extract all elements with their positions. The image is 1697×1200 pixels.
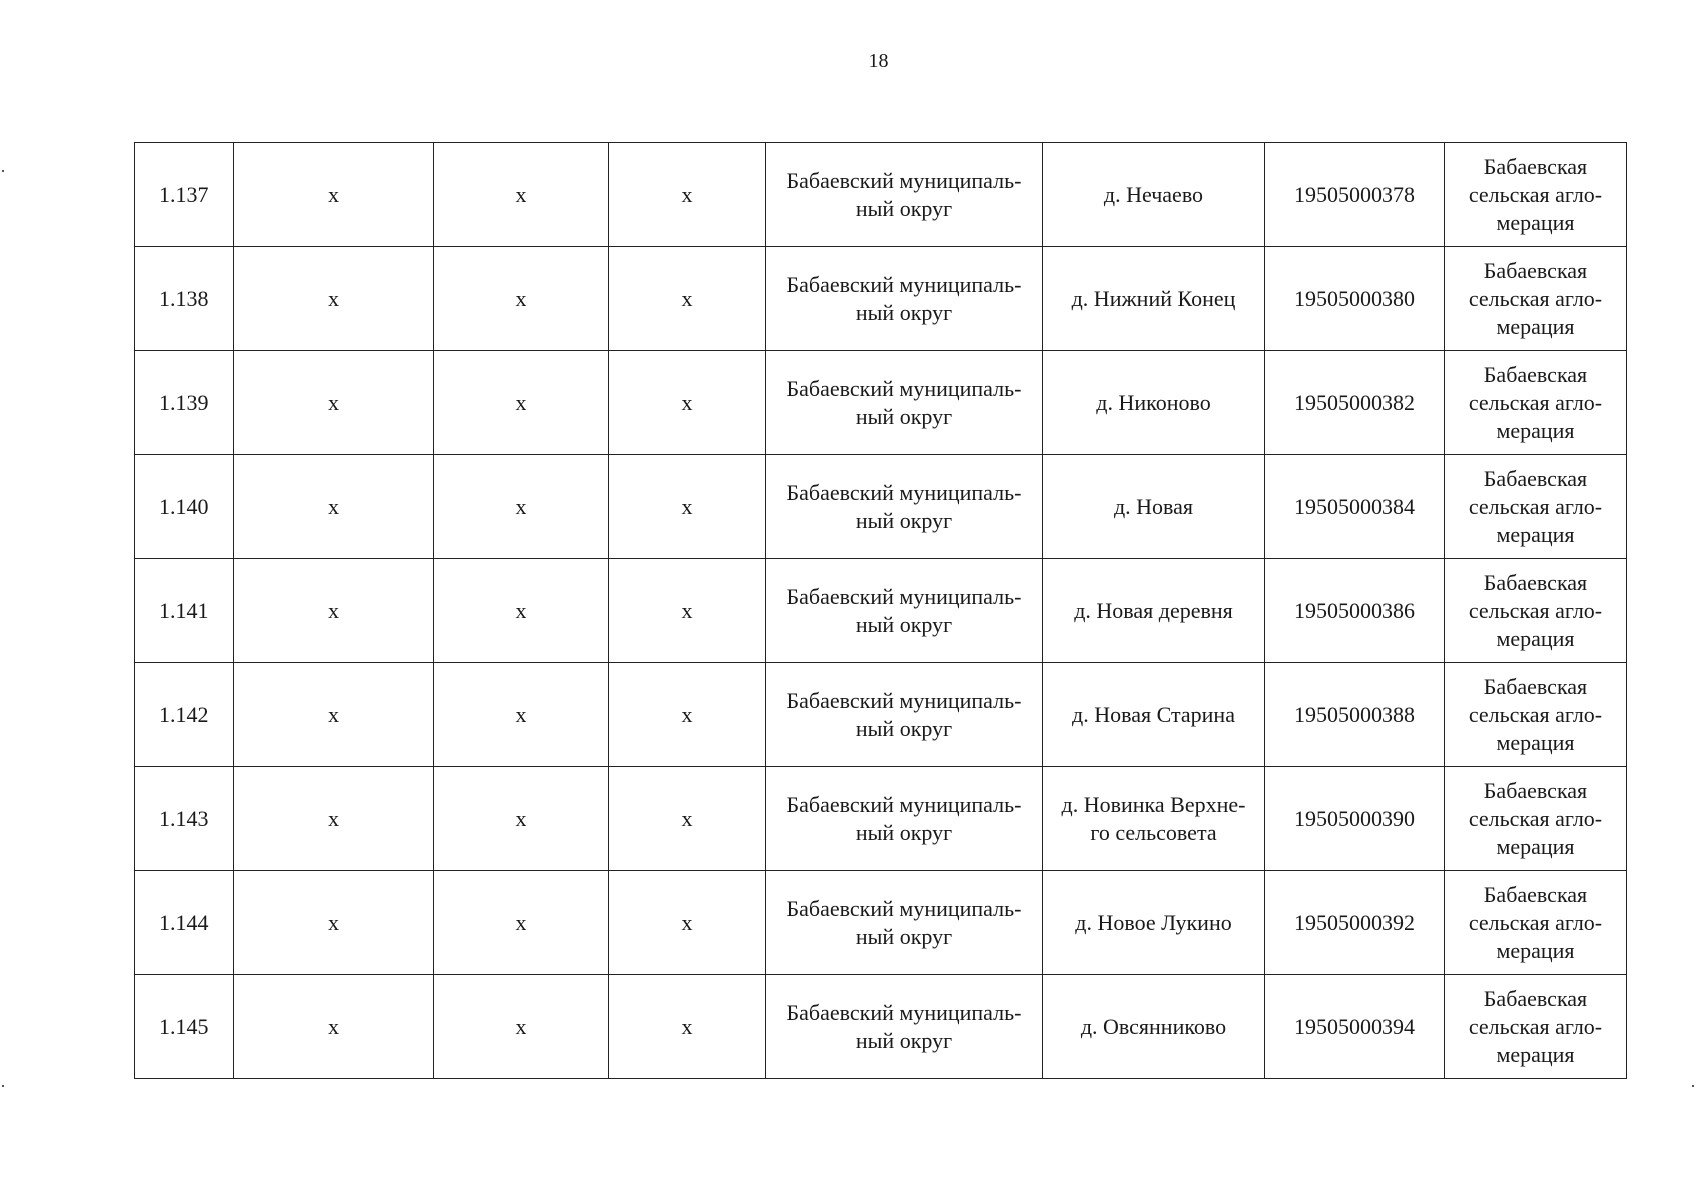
cell-x-col3: х xyxy=(434,663,609,767)
cell-x-col2: х xyxy=(234,455,434,559)
agglomeration-cell: Бабаевская сельская агло- мерация xyxy=(1445,143,1627,247)
cell-x-col3: х xyxy=(434,455,609,559)
agglomeration-cell: Бабаевская сельская агло- мерация xyxy=(1445,455,1627,559)
table-row xyxy=(135,767,1627,871)
settlement-cell: д. Новая Старина xyxy=(1043,663,1265,767)
settlements-table xyxy=(134,142,1627,1079)
settlement-cell: д. Никоново xyxy=(1043,351,1265,455)
row-number-cell: 1.138 xyxy=(135,247,234,351)
table-body xyxy=(135,143,1627,1079)
settlement-cell: д. Нижний Конец xyxy=(1043,247,1265,351)
table-row xyxy=(135,143,1627,247)
agglomeration-cell: Бабаевская сельская агло- мерация xyxy=(1445,247,1627,351)
cell-x-col2: х xyxy=(234,975,434,1079)
settlement-cell: д. Новое Лукино xyxy=(1043,871,1265,975)
cell-x-col2: х xyxy=(234,663,434,767)
cell-x-col4: х xyxy=(609,455,766,559)
table-row xyxy=(135,975,1627,1079)
cell-x-col2: х xyxy=(234,871,434,975)
agglomeration-cell: Бабаевская сельская агло- мерация xyxy=(1445,559,1627,663)
oktmo-code-cell: 19505000386 xyxy=(1265,559,1445,663)
district-cell: Бабаевский муниципаль- ный округ xyxy=(766,247,1043,351)
cell-x-col4: х xyxy=(609,767,766,871)
row-number-cell: 1.143 xyxy=(135,767,234,871)
cell-x-col4: х xyxy=(609,975,766,1079)
district-cell: Бабаевский муниципаль- ный округ xyxy=(766,143,1043,247)
cell-x-col2: х xyxy=(234,247,434,351)
page-number: 18 xyxy=(868,50,889,72)
cell-x-col3: х xyxy=(434,871,609,975)
agglomeration-cell: Бабаевская сельская агло- мерация xyxy=(1445,767,1627,871)
cell-x-col2: х xyxy=(234,143,434,247)
row-number-cell: 1.145 xyxy=(135,975,234,1079)
row-number-cell: 1.144 xyxy=(135,871,234,975)
settlement-cell: д. Нечаево xyxy=(1043,143,1265,247)
row-number-cell: 1.142 xyxy=(135,663,234,767)
table-row xyxy=(135,559,1627,663)
table-row xyxy=(135,247,1627,351)
cell-x-col3: х xyxy=(434,559,609,663)
cell-x-col2: х xyxy=(234,767,434,871)
settlements-table-wrap xyxy=(134,142,1627,1079)
district-cell: Бабаевский муниципаль- ный округ xyxy=(766,663,1043,767)
settlement-cell: д. Новинка Верхне- го сельсовета xyxy=(1043,767,1265,871)
cell-x-col3: х xyxy=(434,143,609,247)
cell-x-col3: х xyxy=(434,975,609,1079)
oktmo-code-cell: 19505000392 xyxy=(1265,871,1445,975)
oktmo-code-cell: 19505000380 xyxy=(1265,247,1445,351)
district-cell: Бабаевский муниципаль- ный округ xyxy=(766,975,1043,1079)
cell-x-col4: х xyxy=(609,143,766,247)
row-number-cell: 1.137 xyxy=(135,143,234,247)
cell-x-col2: х xyxy=(234,559,434,663)
district-cell: Бабаевский муниципаль- ный округ xyxy=(766,559,1043,663)
oktmo-code-cell: 19505000390 xyxy=(1265,767,1445,871)
agglomeration-cell: Бабаевская сельская агло- мерация xyxy=(1445,871,1627,975)
agglomeration-cell: Бабаевская сельская агло- мерация xyxy=(1445,975,1627,1079)
cell-x-col4: х xyxy=(609,871,766,975)
agglomeration-cell: Бабаевская сельская агло- мерация xyxy=(1445,663,1627,767)
table-row xyxy=(135,663,1627,767)
row-number-cell: 1.139 xyxy=(135,351,234,455)
oktmo-code-cell: 19505000382 xyxy=(1265,351,1445,455)
district-cell: Бабаевский муниципаль- ный округ xyxy=(766,767,1043,871)
district-cell: Бабаевский муниципаль- ный округ xyxy=(766,871,1043,975)
cell-x-col4: х xyxy=(609,559,766,663)
row-number-cell: 1.141 xyxy=(135,559,234,663)
oktmo-code-cell: 19505000394 xyxy=(1265,975,1445,1079)
settlement-cell: д. Новая xyxy=(1043,455,1265,559)
cell-x-col2: х xyxy=(234,351,434,455)
cell-x-col3: х xyxy=(434,767,609,871)
cell-x-col4: х xyxy=(609,247,766,351)
cell-x-col3: х xyxy=(434,247,609,351)
oktmo-code-cell: 19505000388 xyxy=(1265,663,1445,767)
scan-mark-left-bottom xyxy=(2,1085,4,1087)
cell-x-col4: х xyxy=(609,663,766,767)
agglomeration-cell: Бабаевская сельская агло- мерация xyxy=(1445,351,1627,455)
table-row xyxy=(135,351,1627,455)
row-number-cell: 1.140 xyxy=(135,455,234,559)
cell-x-col3: х xyxy=(434,351,609,455)
settlement-cell: д. Овсянниково xyxy=(1043,975,1265,1079)
oktmo-code-cell: 19505000384 xyxy=(1265,455,1445,559)
district-cell: Бабаевский муниципаль- ный округ xyxy=(766,351,1043,455)
scan-mark-right xyxy=(1692,1085,1694,1087)
oktmo-code-cell: 19505000378 xyxy=(1265,143,1445,247)
table-row xyxy=(135,455,1627,559)
settlement-cell: д. Новая деревня xyxy=(1043,559,1265,663)
district-cell: Бабаевский муниципаль- ный округ xyxy=(766,455,1043,559)
scan-mark-left xyxy=(2,170,4,172)
table-row xyxy=(135,871,1627,975)
cell-x-col4: х xyxy=(609,351,766,455)
